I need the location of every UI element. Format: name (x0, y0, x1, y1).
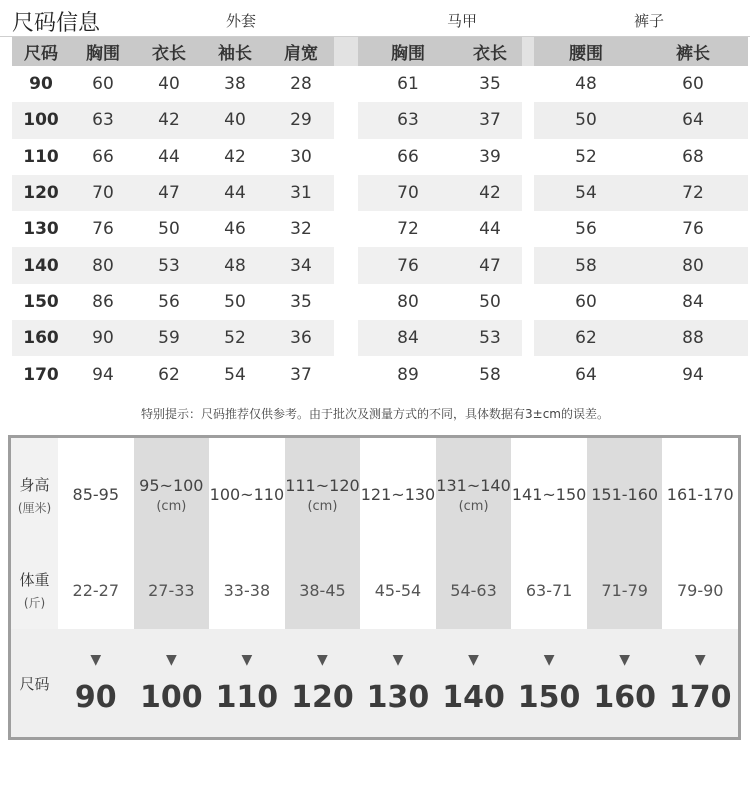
table-cell: 47 (136, 175, 202, 211)
down-arrow-icon: ▼ (543, 651, 555, 668)
size-result-cell (360, 629, 436, 737)
size-cell: 140 (12, 247, 70, 283)
table-cell: 58 (458, 356, 522, 392)
table-row (12, 211, 748, 247)
header-coat-shoulder: 肩宽 (268, 37, 334, 66)
table-row (12, 284, 748, 320)
column-gap (334, 175, 358, 211)
table-cell: 62 (136, 356, 202, 392)
table-cell: 89 (358, 356, 458, 392)
height-unit: (cm) (458, 498, 489, 514)
table-row (12, 139, 748, 175)
table-cell: 61 (358, 66, 458, 102)
size-value: 150 (517, 679, 581, 715)
table-cell: 56 (136, 284, 202, 320)
size-result-cell (209, 629, 285, 737)
column-gap (334, 139, 358, 175)
table-cell: 76 (638, 211, 748, 247)
table-cell: 40 (202, 102, 268, 138)
down-arrow-icon: ▼ (317, 651, 328, 668)
table-cell: 63 (358, 102, 458, 138)
size-value: 90 (74, 679, 117, 715)
table-cell: 44 (458, 211, 522, 247)
weight-cell: 54-63 (436, 551, 512, 629)
size-cell: 150 (12, 284, 70, 320)
table-cell: 76 (70, 211, 136, 247)
table-cell: 64 (534, 356, 638, 392)
size-value: 140 (442, 679, 505, 715)
height-value: 85-95 (72, 485, 120, 504)
size-cell: 90 (12, 66, 70, 102)
weight-row-label (11, 551, 58, 629)
height-cell (209, 438, 285, 551)
table-cell: 66 (358, 139, 458, 175)
size-value: 170 (668, 679, 732, 715)
weight-cell: 45-54 (374, 580, 422, 600)
size-value: 110 (215, 679, 279, 715)
table-cell: 42 (458, 175, 522, 211)
table-cell: 31 (268, 175, 334, 211)
table-cell: 64 (638, 102, 748, 138)
column-gap (522, 175, 534, 211)
table-cell: 84 (638, 284, 748, 320)
table-cell: 48 (534, 66, 638, 102)
header-vest-chest: 胸围 (358, 37, 458, 66)
table-cell: 32 (268, 211, 334, 247)
table-cell: 66 (70, 139, 136, 175)
height-value: 151-160 (591, 485, 659, 504)
table-cell: 36 (268, 320, 334, 356)
column-gap (522, 139, 534, 175)
size-result-cell (587, 629, 663, 737)
column-gap (334, 320, 358, 356)
height-cell (285, 438, 361, 551)
header-coat-chest: 胸围 (70, 37, 136, 66)
table-header-row (12, 37, 748, 66)
table-cell: 40 (136, 66, 202, 102)
table-cell: 34 (268, 247, 334, 283)
header-pants-length: 裤长 (638, 37, 748, 66)
header-vest-length: 衣长 (458, 37, 522, 66)
column-gap (334, 102, 358, 138)
weight-label: 体重 (19, 571, 50, 589)
table-cell: 28 (268, 66, 334, 102)
table-cell: 38 (202, 66, 268, 102)
down-arrow-icon: ▼ (241, 651, 253, 668)
table-cell: 72 (638, 175, 748, 211)
table-cell: 39 (458, 139, 522, 175)
column-gap (334, 37, 358, 66)
column-gap (334, 284, 358, 320)
size-label: 尺码 (19, 674, 50, 693)
table-row (12, 66, 748, 102)
weight-cell: 38-45 (285, 551, 361, 629)
weight-cell: 33-38 (223, 580, 271, 600)
size-table (12, 37, 748, 393)
table-cell: 58 (534, 247, 638, 283)
column-gap (522, 247, 534, 283)
table-cell: 94 (70, 356, 136, 392)
column-gap (522, 320, 534, 356)
size-value: 120 (291, 679, 354, 715)
group-label-coat: 外套 (226, 12, 257, 30)
table-row (12, 320, 748, 356)
table-cell: 42 (136, 102, 202, 138)
weight-cell: 79-90 (676, 580, 724, 600)
table-cell: 80 (70, 247, 136, 283)
height-label: 身高 (19, 475, 50, 494)
table-cell: 63 (70, 102, 136, 138)
disclaimer-note: 特别提示：尺码推荐仅供参考。由于批次及测量方式的不同，具体数据有3±cm的误差。 (141, 407, 609, 421)
table-cell: 30 (268, 139, 334, 175)
size-cell: 100 (12, 102, 70, 138)
height-value: 111~120 (285, 475, 360, 495)
table-cell: 60 (534, 284, 638, 320)
column-gap (334, 247, 358, 283)
table-cell: 68 (638, 139, 748, 175)
size-result-cell (436, 629, 512, 737)
table-cell: 72 (358, 211, 458, 247)
height-cell (662, 438, 738, 551)
table-cell: 44 (202, 175, 268, 211)
table-cell: 60 (70, 66, 136, 102)
table-cell: 37 (458, 102, 522, 138)
table-cell: 52 (534, 139, 638, 175)
table-cell: 29 (268, 102, 334, 138)
table-cell: 76 (358, 247, 458, 283)
height-cell (360, 438, 436, 551)
table-cell: 80 (358, 284, 458, 320)
size-guide-chart (8, 435, 741, 740)
height-unit-label: (厘米) (17, 500, 52, 515)
column-gap (334, 66, 358, 102)
table-cell: 70 (358, 175, 458, 211)
table-cell: 62 (534, 320, 638, 356)
table-cell: 53 (458, 320, 522, 356)
header-size: 尺码 (12, 37, 70, 66)
weight-cell: 63-71 (525, 580, 573, 600)
table-cell: 44 (136, 139, 202, 175)
height-value: 131~140 (436, 475, 511, 495)
column-gap (334, 211, 358, 247)
table-row (12, 102, 748, 138)
size-cell: 110 (12, 139, 70, 175)
table-cell: 52 (202, 320, 268, 356)
down-arrow-icon: ▼ (392, 651, 404, 668)
size-cell: 130 (12, 211, 70, 247)
size-result-cell (511, 629, 587, 737)
height-value: 161-170 (666, 485, 734, 504)
table-cell: 47 (458, 247, 522, 283)
height-row-label (11, 438, 58, 551)
size-cell: 170 (12, 356, 70, 392)
table-cell: 53 (136, 247, 202, 283)
column-gap (522, 102, 534, 138)
table-cell: 54 (202, 356, 268, 392)
weight-cell: 71-79 (587, 551, 663, 629)
table-cell: 88 (638, 320, 748, 356)
height-value: 95~100 (139, 475, 204, 495)
down-arrow-icon: ▼ (694, 651, 706, 668)
table-cell: 50 (458, 284, 522, 320)
header-pants-waist: 腰围 (534, 37, 638, 66)
table-cell: 35 (268, 284, 334, 320)
table-cell: 80 (638, 247, 748, 283)
size-cell: 160 (12, 320, 70, 356)
table-cell: 59 (136, 320, 202, 356)
height-value: 141~150 (511, 485, 587, 504)
weight-unit-label: (斤) (23, 596, 46, 610)
height-cell (587, 438, 663, 551)
down-arrow-icon: ▼ (619, 651, 631, 668)
height-cell (511, 438, 587, 551)
table-cell: 42 (202, 139, 268, 175)
table-cell: 94 (638, 356, 748, 392)
height-cell (436, 438, 512, 551)
header-coat-length: 衣长 (136, 37, 202, 66)
height-unit: (cm) (156, 498, 187, 514)
height-unit: (cm) (307, 498, 338, 514)
table-cell: 84 (358, 320, 458, 356)
table-cell: 54 (534, 175, 638, 211)
table-row (12, 175, 748, 211)
column-gap (522, 37, 534, 66)
table-cell: 86 (70, 284, 136, 320)
column-gap (522, 66, 534, 102)
table-cell: 50 (136, 211, 202, 247)
group-label-pants: 裤子 (634, 12, 665, 30)
column-gap (522, 284, 534, 320)
size-row-label (11, 629, 58, 737)
size-result-cell (134, 629, 210, 737)
size-result-cell (662, 629, 738, 737)
height-value: 100~110 (209, 485, 285, 504)
height-cell (58, 438, 134, 551)
weight-cell: 22-27 (72, 580, 120, 600)
table-cell: 37 (268, 356, 334, 392)
table-cell: 35 (458, 66, 522, 102)
down-arrow-icon: ▼ (90, 651, 102, 668)
size-value: 160 (593, 679, 656, 715)
table-row (12, 247, 748, 283)
table-cell: 90 (70, 320, 136, 356)
size-result-cell (58, 629, 134, 737)
table-cell: 70 (70, 175, 136, 211)
size-cell: 120 (12, 175, 70, 211)
table-cell: 60 (638, 66, 748, 102)
column-gap (334, 356, 358, 392)
size-value: 100 (140, 679, 203, 715)
table-cell: 50 (202, 284, 268, 320)
header-coat-sleeve: 袖长 (202, 37, 268, 66)
table-cell: 50 (534, 102, 638, 138)
group-label-vest: 马甲 (447, 12, 478, 30)
page-title: 尺码信息 (12, 11, 101, 36)
down-arrow-icon: ▼ (165, 651, 177, 668)
down-arrow-icon: ▼ (468, 651, 479, 668)
column-gap (522, 356, 534, 392)
weight-cell: 27-33 (134, 551, 210, 629)
table-cell: 46 (202, 211, 268, 247)
table-cell: 56 (534, 211, 638, 247)
height-value: 121~130 (360, 485, 436, 504)
size-value: 130 (366, 679, 430, 715)
column-gap (522, 211, 534, 247)
size-result-cell (285, 629, 361, 737)
table-row (12, 356, 748, 392)
height-cell (134, 438, 210, 551)
table-cell: 48 (202, 247, 268, 283)
